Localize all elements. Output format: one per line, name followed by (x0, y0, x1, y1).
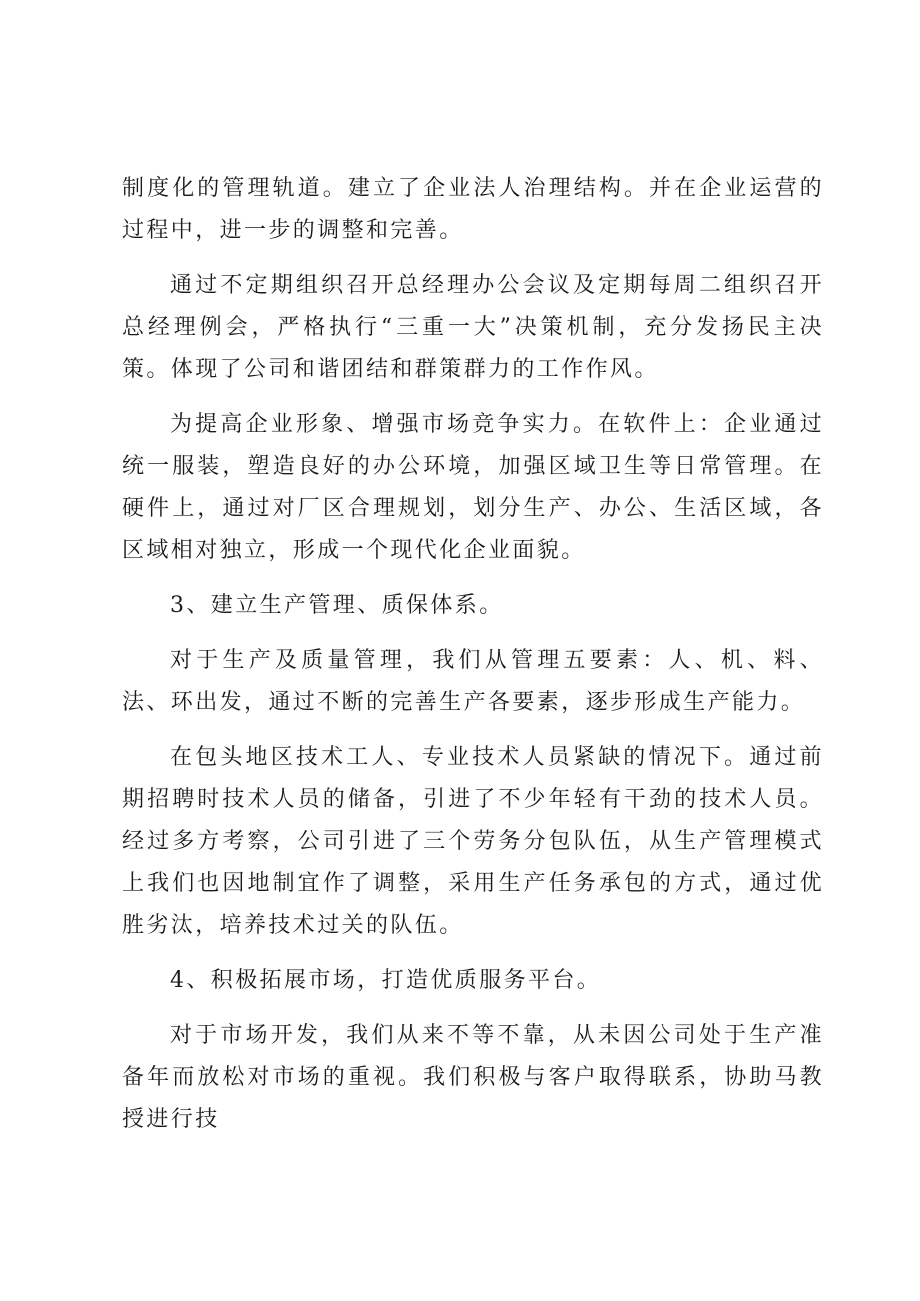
paragraph-5: 对于生产及质量管理，我们从管理五要素：人、机、料、法、环出发，通过不断的完善生产各要素，逐步形成生产能力。 (122, 648, 824, 715)
paragraph-2: 通过不定期组织召开总经理办公会议及定期每周二组织召开总经理例会，严格执行“三重一大”决策机制，充分发扬民主决策。体现了公司和谐团结和群策群力的工作作风。 (122, 273, 824, 382)
paragraph-3: 为提高企业形象、增强市场竞争实力。在软件上：企业通过统一服装，塑造良好的办公环境，加强区域卫生等日常管理。在硬件上，通过对厂区合理规划，划分生产、办公、生活区域，各区域相对独立，形成一个现代化企业面貌。 (122, 412, 824, 563)
paragraph-1: 制度化的管理轨道。建立了企业法人治理结构。并在企业运营的过程中，进一步的调整和完善。 (122, 176, 824, 243)
section-heading-3: 3、建立生产管理、质保体系。 (170, 593, 504, 618)
paragraph-6: 在包头地区技术工人、专业技术人员紧缺的情况下。通过前期招聘时技术人员的储备，引进了不少年轻有干劲的技术人员。经过多方考察，公司引进了三个劳务分包队伍，从生产管理模式上我们也因地制宜作了调整，采用生产任务承包的方式，通过优胜劣汰，培养技术过关的队伍。 (122, 745, 824, 938)
paragraph-8: 对于市场开发，我们从来不等不靠，从未因公司处于生产准备年而放松对市场的重视。我们积极与客户取得联系，协助马教授进行技 (122, 1023, 824, 1132)
section-heading-4: 4、积极拓展市场，打造优质服务平台。 (170, 968, 602, 993)
document-body (122, 168, 824, 1154)
